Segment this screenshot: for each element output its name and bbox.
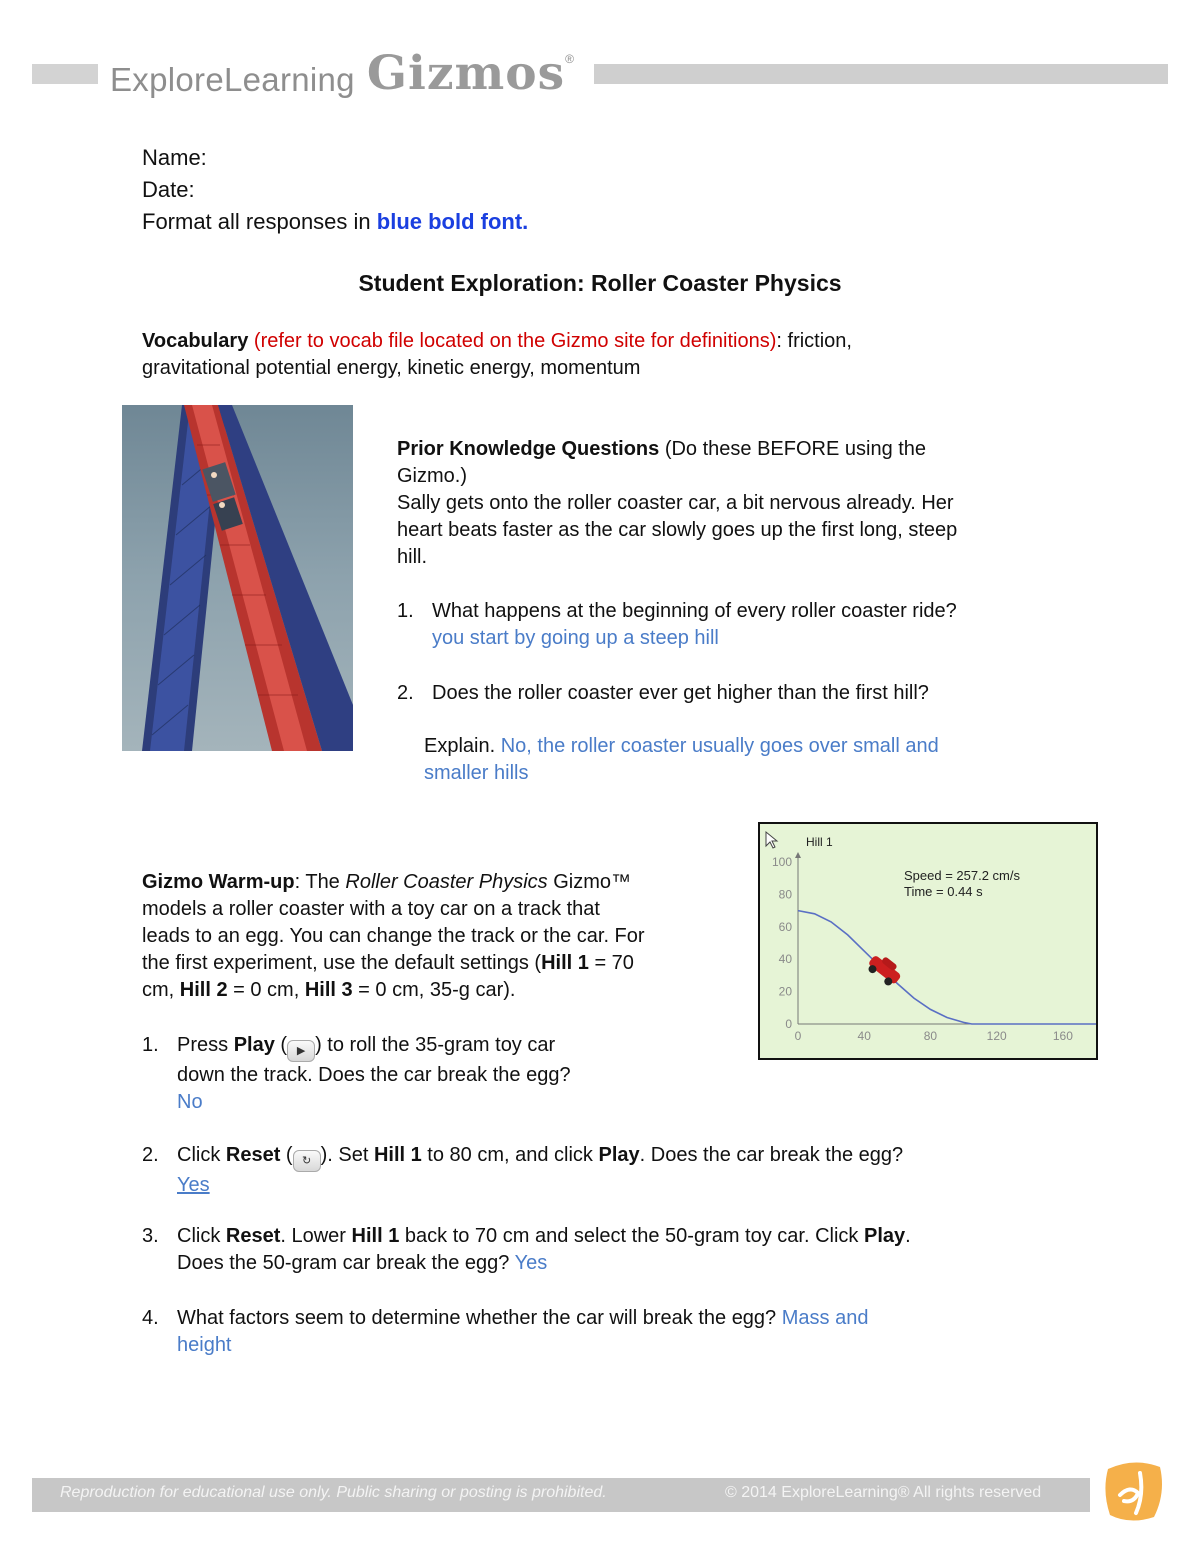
header-bar-right	[594, 64, 1168, 84]
brand-logo	[110, 46, 574, 100]
name-label: Name:	[142, 145, 207, 170]
reset-icon[interactable]: ↻	[293, 1150, 321, 1172]
question-text: Does the roller coaster ever get higher than the first hill?	[432, 682, 929, 704]
warmup-question-1	[142, 1032, 742, 1116]
warmup-question-2	[142, 1142, 1092, 1199]
hill-chart	[758, 822, 1098, 1060]
answer-text-1: Mass and	[781, 1307, 869, 1329]
y-axis-arrow	[795, 852, 801, 858]
q3-line-2: Does the 50-gram car break the egg?	[177, 1252, 515, 1274]
question-number: 2.	[397, 682, 414, 704]
vocabulary	[142, 328, 852, 382]
answer-text: No	[177, 1091, 203, 1113]
question-number: 1.	[397, 600, 414, 622]
y-tick-label: 80	[778, 887, 792, 902]
footer-copyright: © 2014 ExploreLearning® All rights reserved	[725, 1484, 1042, 1501]
reset-label: Reset	[225, 1144, 281, 1166]
warmup-label: Gizmo Warm-up	[142, 871, 295, 893]
roller-coaster-photo	[122, 405, 353, 751]
brand-explore: ExploreLearning	[110, 61, 355, 98]
question-number: 1.	[142, 1034, 159, 1056]
date-label: Date:	[142, 177, 195, 202]
prior-knowledge	[397, 436, 1077, 571]
answer-text-1: No, the roller coaster usually goes over small and	[495, 735, 939, 757]
answer-text-2: height	[177, 1334, 232, 1356]
prior-question-2-explain	[424, 733, 1084, 787]
question-number: 2.	[142, 1144, 159, 1166]
q3-text-a: Click	[177, 1225, 226, 1247]
q3-text-b: . Lower	[280, 1225, 352, 1247]
warmup-line-3: leads to an egg. You can change the track or the car. For	[142, 925, 645, 947]
x-tick-label: 120	[986, 1029, 1007, 1043]
format-emphasis: blue bold font.	[376, 209, 529, 234]
q1-text-b: ) to roll the 35-gram toy car	[315, 1034, 556, 1056]
footer-bar	[32, 1478, 1090, 1512]
prior-question-2	[397, 680, 1077, 707]
prior-heading-label: Prior Knowledge Questions	[397, 438, 660, 460]
q1-line-2: down the track. Does the car break the egg?	[177, 1064, 571, 1086]
question-number: 3.	[142, 1225, 159, 1247]
q1-text-a: Press	[177, 1034, 234, 1056]
y-tick-label: 20	[778, 984, 792, 999]
warmup-colon: : The	[294, 871, 346, 893]
speed-readout: Speed = 257.2 cm/s	[904, 868, 1020, 883]
x-tick-label: 80	[923, 1029, 938, 1043]
prior-heading-note-1: (Do these BEFORE using the	[659, 438, 927, 460]
q4-text: What factors seem to determine whether the car will break the egg?	[177, 1307, 782, 1329]
prior-intro-3: hill.	[397, 546, 428, 568]
q3-text-c: back to 70 cm and select the 50-gram toy car. Click	[399, 1225, 864, 1247]
hill1-label: Hill 1	[373, 1144, 422, 1166]
prior-intro-2: heart beats faster as the car slowly goes up the first long, steep	[397, 519, 958, 541]
chart-canvas	[760, 824, 1096, 1058]
hill1-label: Hill 1	[541, 952, 589, 974]
play-label: Play	[598, 1144, 640, 1166]
footer-disclaimer: Reproduction for educational use only. Public sharing or posting is prohibited.	[60, 1484, 607, 1501]
y-tick-label: 60	[778, 919, 792, 934]
chart-title: Hill 1	[806, 835, 833, 849]
gizmo-name: Roller Coaster Physics	[345, 871, 548, 893]
vocab-label: Vocabulary	[142, 330, 249, 352]
x-tick-label: 0	[794, 1029, 802, 1043]
page-title: Student Exploration: Roller Coaster Physics	[358, 270, 842, 296]
play-icon[interactable]: ▶	[287, 1040, 315, 1062]
q1-paren: (	[274, 1034, 288, 1056]
prior-intro-1: Sally gets onto the roller coaster car, a bit nervous already. Her	[397, 492, 954, 514]
vocab-terms-1: friction,	[781, 330, 852, 352]
q3-text-d: .	[905, 1225, 911, 1247]
prior-heading-note-2: Gizmo.)	[397, 465, 467, 487]
cursor-icon	[766, 832, 777, 848]
answer-text: Yes	[514, 1252, 548, 1274]
answer-text: Yes	[177, 1174, 210, 1196]
warmup-question-3	[142, 1223, 1092, 1277]
y-tick-label: 0	[785, 1017, 792, 1031]
answer-text-2: smaller hills	[424, 762, 529, 784]
prior-question-1	[397, 598, 1077, 652]
hill1-label: Hill 1	[351, 1225, 400, 1247]
brand-reg: ®	[565, 52, 574, 66]
play-label: Play	[863, 1225, 906, 1247]
explain-label: Explain.	[424, 735, 496, 757]
warmup-question-4	[142, 1305, 1092, 1359]
q2-text-d: . Does the car break the egg?	[639, 1144, 904, 1166]
brand-gizmos: Gizmos	[366, 46, 566, 101]
q2-paren: (	[280, 1144, 293, 1166]
warmup-line-5a: cm,	[142, 979, 180, 1001]
warmup-line-5c: = 0 cm, 35-g car).	[352, 979, 516, 1001]
warmup-line1-tail: Gizmo™	[547, 871, 632, 893]
play-label: Play	[233, 1034, 275, 1056]
y-tick-label: 40	[778, 952, 792, 967]
explorelearning-logo-icon	[1100, 1455, 1168, 1525]
header-bar-left	[32, 64, 98, 84]
warmup-line-5b: = 0 cm,	[227, 979, 305, 1001]
question-text: What happens at the beginning of every roller coaster ride?	[432, 600, 957, 622]
q2-text-b: ). Set	[320, 1144, 374, 1166]
format-text: Format all responses in	[142, 209, 377, 234]
q2-text-a: Click	[177, 1144, 226, 1166]
warmup-intro	[142, 869, 752, 1004]
answer-text: you start by going up a steep hill	[432, 627, 719, 649]
format-instruction	[142, 206, 528, 238]
vocab-note: (refer to vocab file located on the Gizmo site for definitions)	[253, 330, 777, 352]
hill3-label: Hill 3	[304, 979, 353, 1001]
hill2-label: Hill 2	[179, 979, 228, 1001]
reset-label: Reset	[225, 1225, 281, 1247]
warmup-line-2: models a roller coaster with a toy car on a track that	[142, 898, 600, 920]
question-number: 4.	[142, 1307, 159, 1329]
vocab-colon: :	[776, 330, 782, 352]
q2-text-c: to 80 cm, and click	[421, 1144, 599, 1166]
warmup-line-4b: = 70	[588, 952, 634, 974]
track-line	[798, 911, 1096, 1024]
prior-heading	[397, 436, 1077, 463]
x-tick-label: 40	[857, 1029, 871, 1043]
x-tick-label: 160	[1052, 1029, 1073, 1043]
warmup-line-4a: the first experiment, use the default settings (	[142, 952, 542, 974]
time-readout: Time = 0.44 s	[904, 884, 983, 899]
y-tick-label: 100	[771, 855, 792, 869]
vocab-terms-2: gravitational potential energy, kinetic energy, momentum	[142, 357, 641, 379]
